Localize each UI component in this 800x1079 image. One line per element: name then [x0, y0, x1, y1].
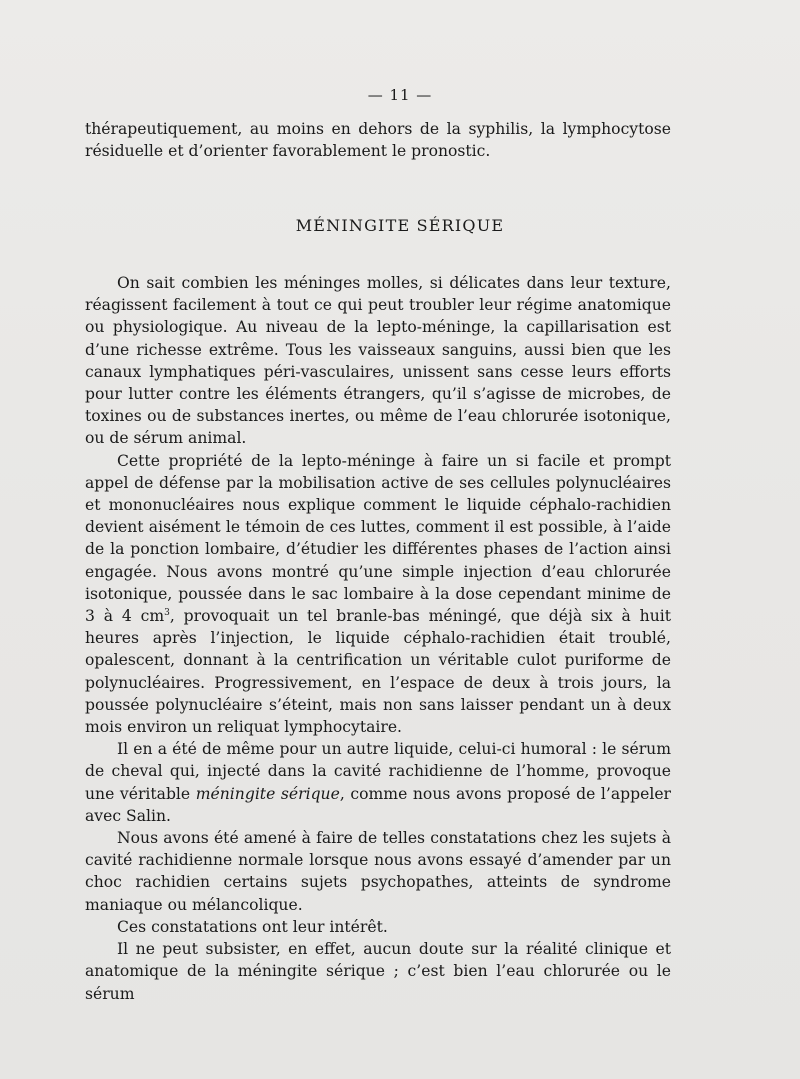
superscript-cubed: 3 [164, 607, 170, 618]
paragraph-6: Il ne peut subsister, en effet, aucun doute sur la réalité clinique et anatomique de la méningite sérique ; c’est bien l’eau chlorurée ou le sérum [85, 940, 671, 1003]
paragraph-1: On sait combien les méninges molles, si délicates dans leur texture, réagissent facilement à tout ce qui peut troubler leur régime anatomique ou physiologique. Au niveau de la lepto-méninge, la capillarisation est d’une richesse extrême. Tous les vaisseaux sanguins, aussi bien que les canaux lymphatiques péri-vasculaires, unissent sans cesse leurs efforts pour lutter contre les éléments étrangers, qu’il s’agisse de microbes, de toxines ou de substances inertes, ou même de l’eau chlorurée isotonique, ou de sérum animal. [85, 274, 671, 448]
italic-term: méningite sérique [195, 784, 340, 803]
paragraph-2-text-b: , provoquait un tel branle-bas méningé, que déjà six à huit heures après l’injection, le liquide céphalo-rachidien était troublé, opalescent, donnant à la centrification un véritable culot puriforme de polynucléaires. Progressivement, en l’espace de deux à trois jours, la poussée polynucléaire s’éteint, mais non sans laisser pendant un à deux mois environ un reliquat lymphocytaire. [85, 607, 671, 737]
paragraph-4: Nous avons été amené à faire de telles constatations chez les sujets à cavité rachidienne normale lorsque nous avons essayé d’amender par un choc rachidien certains sujets psychopathes, atteints de syndrome maniaque ou mélancolique. [85, 829, 671, 914]
paragraph-3-text-a: Il en a été de même pour un autre liquide, celui-ci humoral : le sérum de cheval qui, injecté dans la cavité rachidienne de l’homme, provoque une véritable [85, 740, 671, 803]
section-body [85, 272, 671, 1005]
section-heading: MÉNINGITE SÉRIQUE [295, 216, 505, 235]
intro-text: thérapeutiquement, au moins en dehors de la syphilis, la lymphocytose résiduelle et d’orienter favorablement le pronostic. [85, 120, 671, 161]
page-number: — 11 — [367, 86, 433, 104]
paragraph-5: Ces constatations ont leur intérêt. [117, 917, 388, 936]
intro-paragraph [85, 118, 671, 162]
paragraph-3 [85, 738, 671, 827]
paragraph-2-text-a: Cette propriété de la lepto-méninge à faire un si facile et prompt appel de défense par la mobilisation active de ses cellules polynucléaires et mononucléaires nous explique comment le liquide céphalo-rachidien devient aisément le témoin de ces luttes, comment il est possible, à l’aide de la ponction lombaire, d’étudier les différentes phases de l’action ainsi engagée. Nous avons montré qu’une simple injection d’eau chlorurée isotonique, poussée dans le sac lombaire à la dose cependant minime de 3 à 4 cm [85, 451, 671, 626]
paragraph-3-text-b: , comme nous avons proposé de l’appeler avec Salin. [85, 784, 672, 825]
paragraph-2 [85, 450, 671, 739]
